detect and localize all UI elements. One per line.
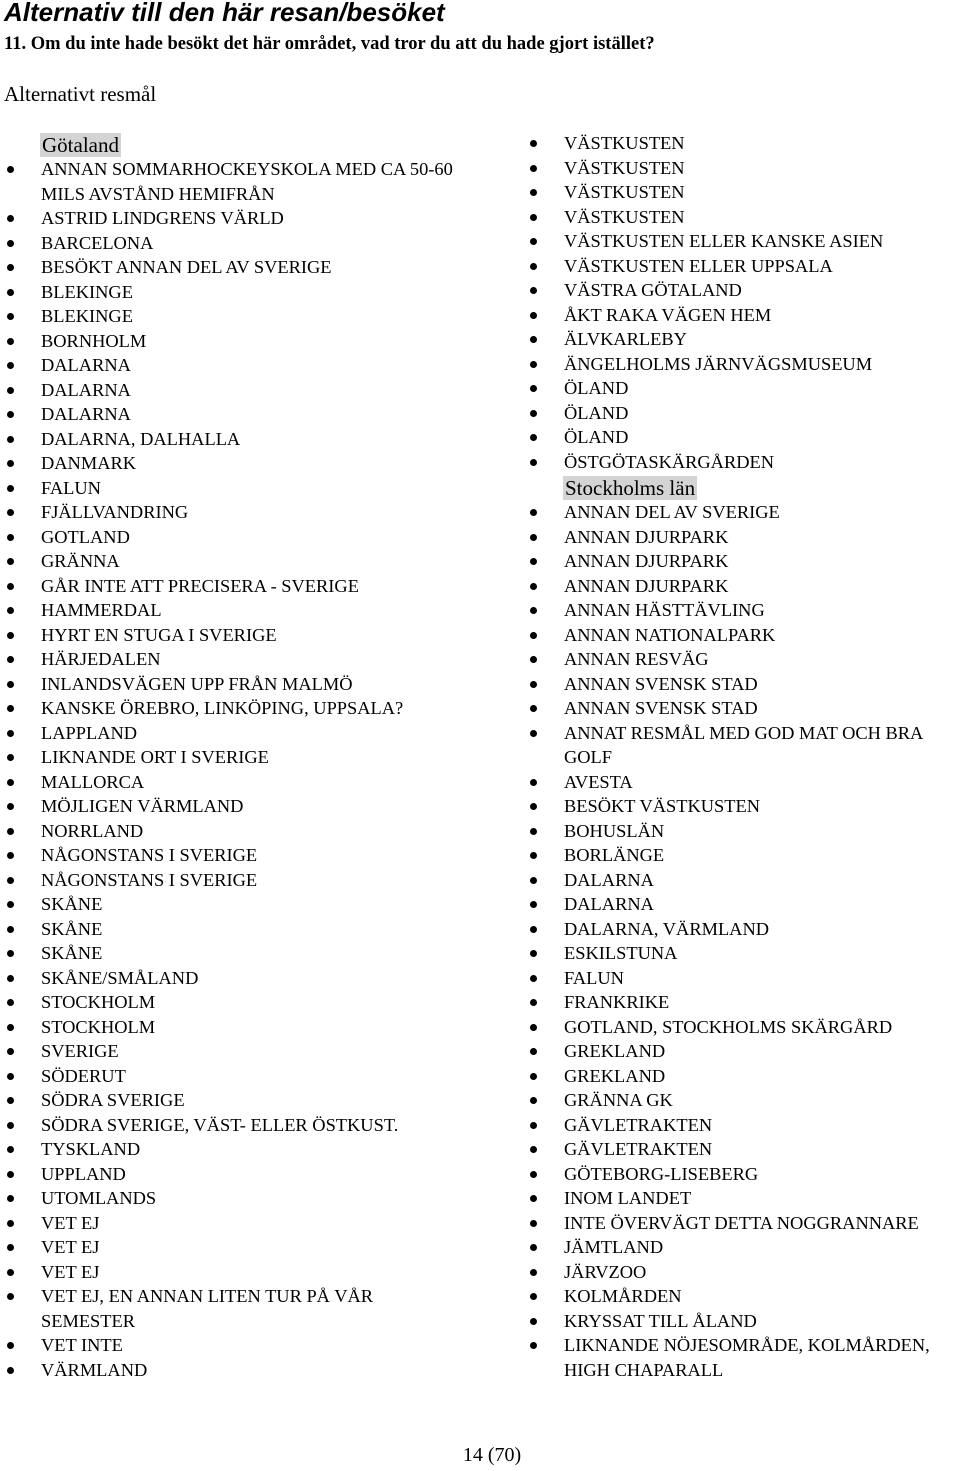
list-item: SKÅNE/SMÅLAND [0, 966, 470, 991]
list-item: ANNAN NATIONALPARK [523, 623, 960, 648]
list-item: UPPLAND [0, 1162, 470, 1187]
list-item: FALUN [523, 966, 960, 991]
list-item: DALARNA, VÄRMLAND [523, 917, 960, 942]
list-item: GREKLAND [523, 1064, 960, 1089]
list-item: LIKNANDE NÖJESOMRÅDE, KOLMÅRDEN, HIGH CHAPARALL [523, 1333, 960, 1382]
list-item: BLEKINGE [0, 304, 470, 329]
list-item: BLEKINGE [0, 280, 470, 305]
list-item: KOLMÅRDEN [523, 1284, 960, 1309]
list-item: VET EJ [0, 1235, 470, 1260]
list-item: ANNAN HÄSTTÄVLING [523, 598, 960, 623]
list-item: VÄSTKUSTEN [523, 131, 960, 156]
list-item: DALARNA [0, 402, 470, 427]
list-item: SKÅNE [0, 892, 470, 917]
list-item: NÅGONSTANS I SVERIGE [0, 843, 470, 868]
list-item: STOCKHOLM [0, 990, 470, 1015]
destination-list-left [0, 157, 470, 1382]
list-item: LIKNANDE ORT I SVERIGE [0, 745, 470, 770]
list-item: VÄSTKUSTEN ELLER KANSKE ASIEN [523, 229, 960, 254]
list-item: NORRLAND [0, 819, 470, 844]
list-item: SÖDRA SVERIGE [0, 1088, 470, 1113]
list-item: ÖSTGÖTASKÄRGÅRDEN [523, 450, 960, 475]
list-item: BORNHOLM [0, 329, 470, 354]
list-item: DALARNA [0, 353, 470, 378]
list-item: ANNAN DEL AV SVERIGE [523, 500, 960, 525]
list-item: INOM LANDET [523, 1186, 960, 1211]
question-text: 11. Om du inte hade besökt det här området, vad tror du att du hade gjort istället? [4, 34, 655, 54]
list-item: ANNAT RESMÅL MED GOD MAT OCH BRA GOLF [523, 721, 960, 770]
list-item: ANNAN DJURPARK [523, 574, 960, 599]
region-heading-gotaland: Götaland [42, 133, 119, 157]
list-item: HYRT EN STUGA I SVERIGE [0, 623, 470, 648]
list-item: BARCELONA [0, 231, 470, 256]
list-item: SVERIGE [0, 1039, 470, 1064]
list-item: ÖLAND [523, 376, 960, 401]
list-item: DALARNA [0, 378, 470, 403]
list-item: GÅR INTE ATT PRECISERA - SVERIGE [0, 574, 470, 599]
list-item: GÖTEBORG-LISEBERG [523, 1162, 960, 1187]
list-item: GOTLAND [0, 525, 470, 550]
list-item: VÄSTKUSTEN [523, 205, 960, 230]
list-item: DANMARK [0, 451, 470, 476]
list-item: UTOMLANDS [0, 1186, 470, 1211]
list-item: HAMMERDAL [0, 598, 470, 623]
page-number: 14 (70) [462, 1444, 522, 1466]
list-item: GOTLAND, STOCKHOLMS SKÄRGÅRD [523, 1015, 960, 1040]
list-item: ANNAN SOMMARHOCKEYSKOLA MED CA 50-60 MILS AVSTÅND HEMIFRÅN [0, 157, 470, 206]
list-item: VET EJ [0, 1211, 470, 1236]
list-item: ANNAN DJURPARK [523, 549, 960, 574]
list-item: FRANKRIKE [523, 990, 960, 1015]
list-item: ÅKT RAKA VÄGEN HEM [523, 303, 960, 328]
list-item: KRYSSAT TILL ÅLAND [523, 1309, 960, 1334]
destination-list-right-bottom [523, 500, 960, 1382]
list-item: MÖJLIGEN VÄRMLAND [0, 794, 470, 819]
list-item: ANNAN SVENSK STAD [523, 696, 960, 721]
list-item: LAPPLAND [0, 721, 470, 746]
list-item: SÖDERUT [0, 1064, 470, 1089]
list-item: DALARNA [523, 892, 960, 917]
list-item: BOHUSLÄN [523, 819, 960, 844]
list-item: FALUN [0, 476, 470, 501]
list-item: ASTRID LINDGRENS VÄRLD [0, 206, 470, 231]
list-item: GRÄNNA [0, 549, 470, 574]
list-item: ANNAN DJURPARK [523, 525, 960, 550]
list-item: ÖLAND [523, 401, 960, 426]
list-item: SÖDRA SVERIGE, VÄST- ELLER ÖSTKUST. [0, 1113, 470, 1138]
list-item: FJÄLLVANDRING [0, 500, 470, 525]
list-item: VÄSTRA GÖTALAND [523, 278, 960, 303]
list-item: VET EJ, EN ANNAN LITEN TUR PÅ VÅR SEMESTER [0, 1284, 470, 1333]
right-column [523, 131, 960, 1382]
list-item: ÖLAND [523, 425, 960, 450]
list-item: INTE ÖVERVÄGT DETTA NOGGRANNARE [523, 1211, 960, 1236]
section-subtitle: Alternativt resmål [4, 82, 157, 106]
list-item: ÄNGELHOLMS JÄRNVÄGSMUSEUM [523, 352, 960, 377]
list-item: STOCKHOLM [0, 1015, 470, 1040]
list-item: TYSKLAND [0, 1137, 470, 1162]
list-item: HÄRJEDALEN [0, 647, 470, 672]
list-item: MALLORCA [0, 770, 470, 795]
list-item: VET EJ [0, 1260, 470, 1285]
list-item: ANNAN RESVÄG [523, 647, 960, 672]
list-item: AVESTA [523, 770, 960, 795]
list-item: VÄSTKUSTEN [523, 156, 960, 181]
list-item: GÄVLETRAKTEN [523, 1137, 960, 1162]
list-item: GREKLAND [523, 1039, 960, 1064]
list-item: DALARNA, DALHALLA [0, 427, 470, 452]
list-item: JÄRVZOO [523, 1260, 960, 1285]
list-item: DALARNA [523, 868, 960, 893]
list-item: VÄSTKUSTEN ELLER UPPSALA [523, 254, 960, 279]
list-item: SKÅNE [0, 917, 470, 942]
list-item: NÅGONSTANS I SVERIGE [0, 868, 470, 893]
list-item: GRÄNNA GK [523, 1088, 960, 1113]
list-item: VÄRMLAND [0, 1358, 470, 1383]
list-item: VET INTE [0, 1333, 470, 1358]
list-item: INLANDSVÄGEN UPP FRÅN MALMÖ [0, 672, 470, 697]
left-column [0, 131, 470, 1382]
list-item: BORLÄNGE [523, 843, 960, 868]
list-item: SKÅNE [0, 941, 470, 966]
list-item: KANSKE ÖREBRO, LINKÖPING, UPPSALA? [0, 696, 470, 721]
list-item: BESÖKT VÄSTKUSTEN [523, 794, 960, 819]
list-item: ESKILSTUNA [523, 941, 960, 966]
page-title: Alternativ till den här resan/besöket [4, 0, 445, 27]
list-item: GÄVLETRAKTEN [523, 1113, 960, 1138]
list-item: BESÖKT ANNAN DEL AV SVERIGE [0, 255, 470, 280]
list-item: VÄSTKUSTEN [523, 180, 960, 205]
list-item: ANNAN SVENSK STAD [523, 672, 960, 697]
list-item: ÄLVKARLEBY [523, 327, 960, 352]
destination-list-right-top [523, 131, 960, 474]
region-heading-stockholms-lan: Stockholms län [565, 476, 696, 500]
list-item: JÄMTLAND [523, 1235, 960, 1260]
